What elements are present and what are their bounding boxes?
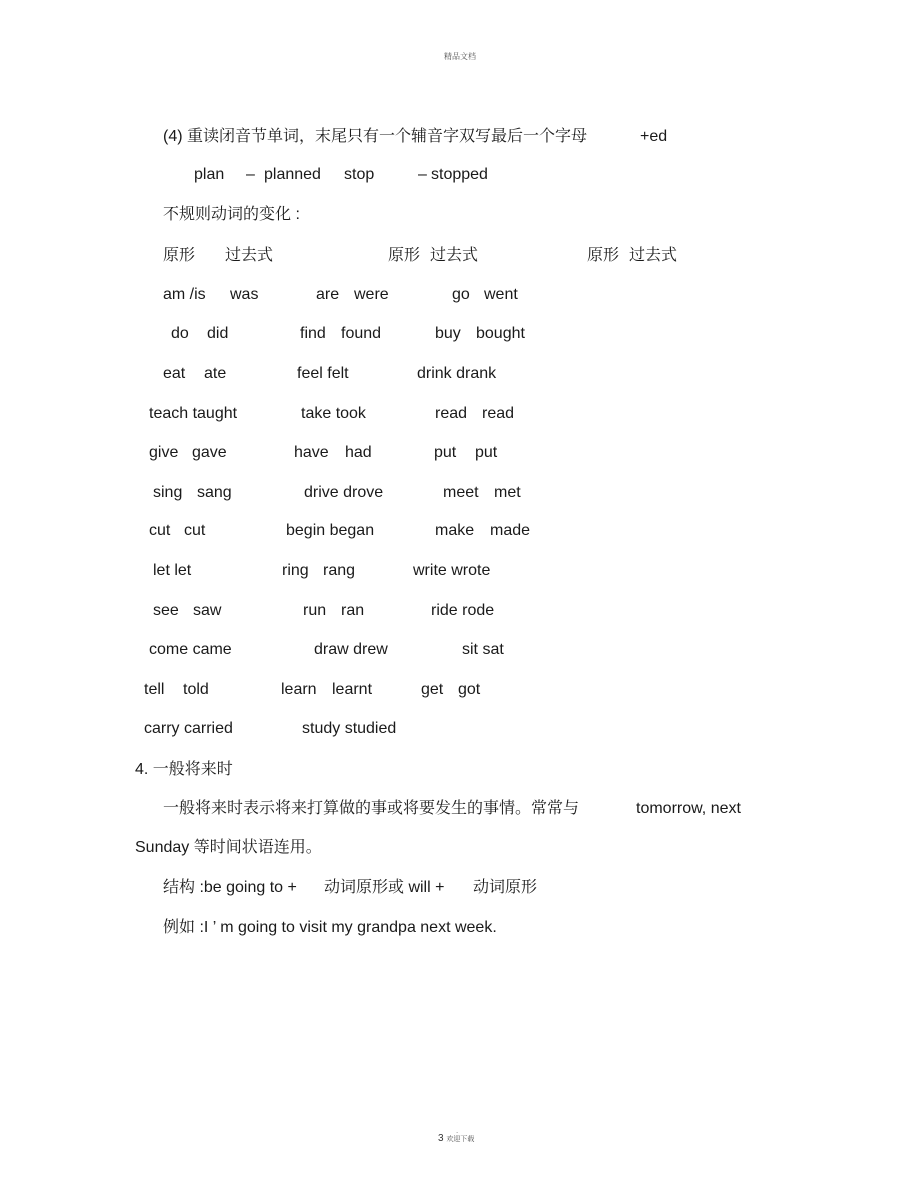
column-header-past: 过去式 xyxy=(225,247,274,264)
verb-base: learn xyxy=(281,681,317,698)
verb-base: find xyxy=(300,325,326,342)
structure-middle: 动词原形或 will + xyxy=(324,879,445,896)
verb-pair: ride rode xyxy=(431,602,495,619)
rule-title: (4) 重读闭音节单词，末尾只有一个辅音字双写最后一个字母 xyxy=(163,128,588,145)
verb-past: made xyxy=(490,522,531,539)
footer-text: 欢迎下载 xyxy=(446,1136,475,1143)
verb-pair: drink drank xyxy=(417,365,497,382)
verb-pair: study studied xyxy=(302,720,397,737)
verb-past: got xyxy=(458,681,481,698)
example-dash: – xyxy=(246,166,255,183)
section-description: 一般将来时表示将来打算做的事或将要发生的事情。常常与 xyxy=(163,800,580,817)
verb-pair: teach taught xyxy=(149,405,238,422)
example-past-word: stopped xyxy=(431,166,488,183)
verb-past: saw xyxy=(193,602,222,619)
verb-base: buy xyxy=(435,325,461,342)
example-sentence: 例如 :I ’ m going to visit my grandpa next week. xyxy=(163,919,497,936)
irregular-title: 不规则动词的变化 : xyxy=(163,206,300,223)
verb-pair: take took xyxy=(301,405,366,422)
verb-past: went xyxy=(484,286,518,303)
page-number: 3 xyxy=(438,1133,444,1144)
verb-past: were xyxy=(354,286,389,303)
section-description-continued: Sunday 等时间状语连用。 xyxy=(135,839,322,856)
verb-past: put xyxy=(475,444,498,461)
verb-past: did xyxy=(207,325,229,342)
verb-base: read xyxy=(435,405,468,422)
example-past-word: planned xyxy=(264,166,321,183)
verb-base: get xyxy=(421,681,444,698)
verb-base: eat xyxy=(163,365,186,382)
verb-past: bought xyxy=(476,325,525,342)
verb-past: told xyxy=(183,681,209,698)
verb-past: found xyxy=(341,325,382,342)
structure-label: 结构 :be going to + xyxy=(163,879,297,896)
verb-past: was xyxy=(230,286,259,303)
column-header-past: 过去式 xyxy=(629,247,678,264)
verb-past: met xyxy=(494,484,521,501)
verb-base: make xyxy=(435,522,475,539)
verb-past: ate xyxy=(204,365,227,382)
verb-past: cut xyxy=(184,522,206,539)
verb-base: go xyxy=(452,286,470,303)
example-base-word: stop xyxy=(344,166,375,183)
verb-base: meet xyxy=(443,484,479,501)
structure-end: 动词原形 xyxy=(473,879,538,896)
verb-past: had xyxy=(345,444,372,461)
verb-base: see xyxy=(153,602,179,619)
example-dash: – xyxy=(418,166,427,183)
verb-base: tell xyxy=(144,681,165,698)
column-header-past: 过去式 xyxy=(430,247,479,264)
verb-past: sang xyxy=(197,484,232,501)
verb-pair: carry carried xyxy=(144,720,233,737)
verb-base: put xyxy=(434,444,457,461)
section-title: 4. 一般将来时 xyxy=(135,761,233,778)
column-header-base: 原形 xyxy=(163,247,196,264)
verb-pair: begin began xyxy=(286,522,375,539)
verb-pair: write wrote xyxy=(413,562,491,579)
verb-base: sing xyxy=(153,484,183,501)
verb-past: gave xyxy=(192,444,227,461)
rule-suffix: +ed xyxy=(640,128,668,145)
verb-pair: let let xyxy=(153,562,192,579)
footer-dot: . xyxy=(456,1126,459,1135)
verb-past: read xyxy=(482,405,515,422)
verb-base: are xyxy=(316,286,340,303)
column-header-base: 原形 xyxy=(388,247,421,264)
verb-pair: come came xyxy=(149,641,232,658)
verb-base: give xyxy=(149,444,179,461)
verb-base: cut xyxy=(149,522,171,539)
column-header-base: 原形 xyxy=(587,247,620,264)
section-description-keywords: tomorrow, next xyxy=(636,800,741,817)
verb-pair: draw drew xyxy=(314,641,388,658)
example-base-word: plan xyxy=(194,166,225,183)
verb-pair: feel felt xyxy=(297,365,349,382)
verb-past: learnt xyxy=(332,681,373,698)
verb-pair: drive drove xyxy=(304,484,384,501)
verb-base: have xyxy=(294,444,329,461)
verb-base: ring xyxy=(282,562,309,579)
verb-base: am /is xyxy=(163,286,206,303)
verb-base: run xyxy=(303,602,327,619)
verb-past: rang xyxy=(323,562,356,579)
verb-pair: sit sat xyxy=(462,641,504,658)
verb-past: ran xyxy=(341,602,365,619)
verb-base: do xyxy=(171,325,189,342)
page-footer xyxy=(438,1133,474,1144)
page-header: 精品文档 xyxy=(444,52,476,61)
